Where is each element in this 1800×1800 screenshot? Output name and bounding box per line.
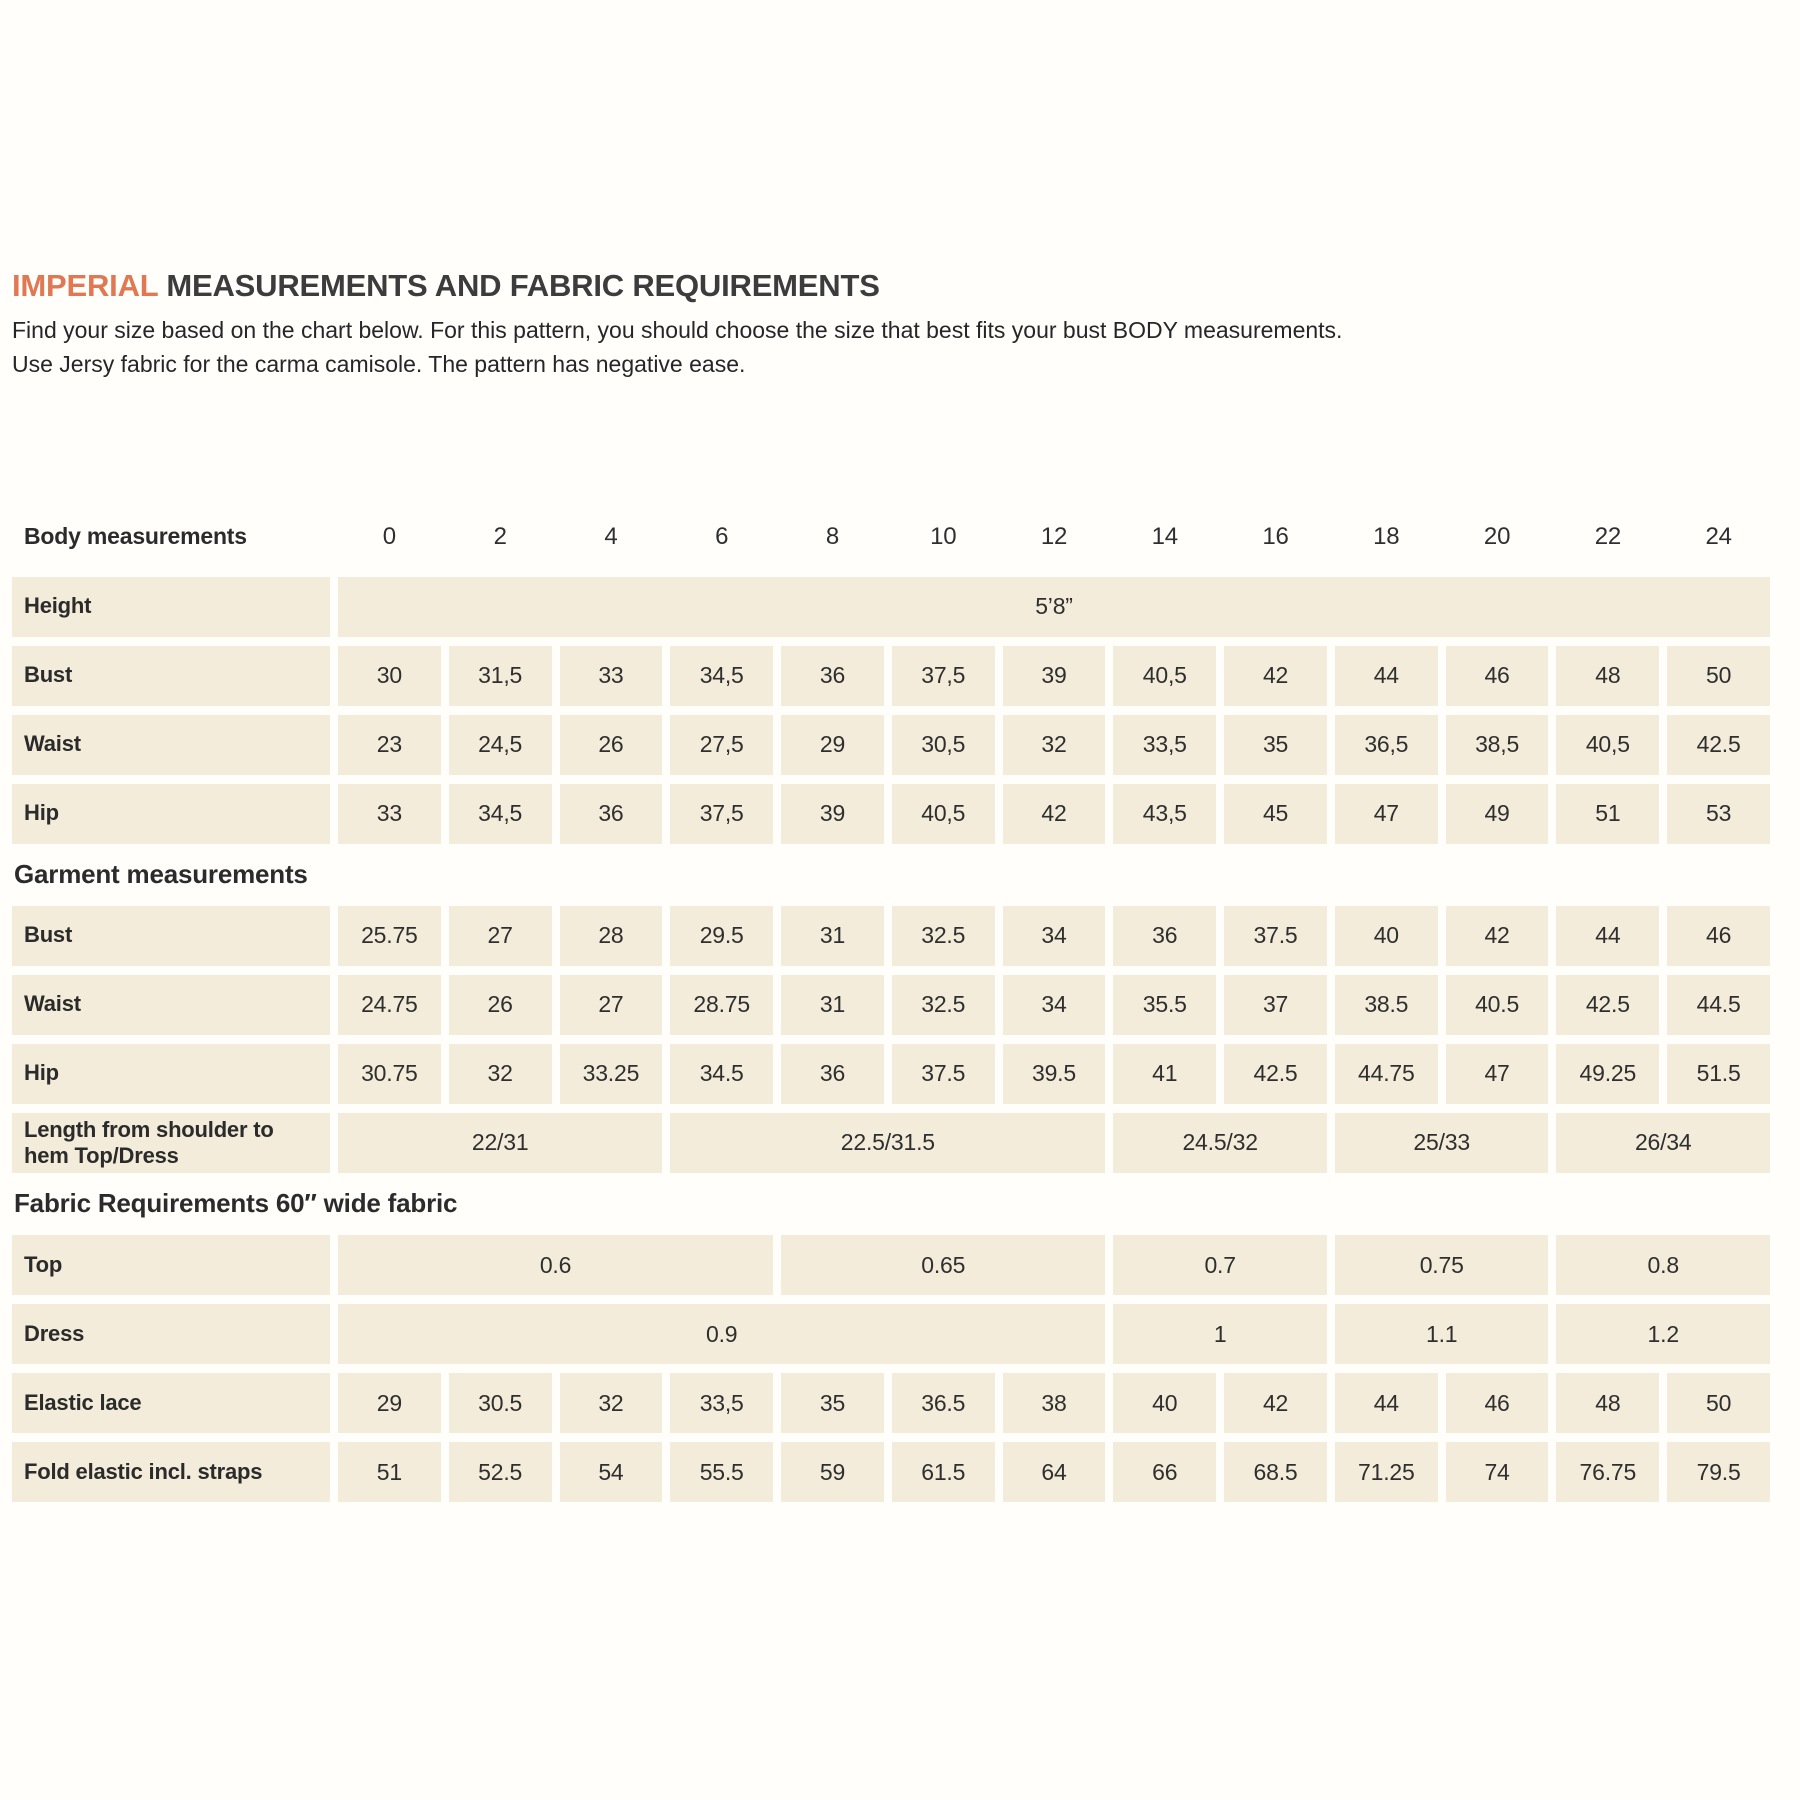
size-table [12, 509, 1770, 1503]
value-cell: 36.5 [892, 1373, 995, 1433]
table-row [12, 646, 1770, 706]
value-cell: 40,5 [892, 784, 995, 844]
value-cell: 36,5 [1335, 715, 1438, 775]
value-cell: 42 [1003, 784, 1106, 844]
value-cell: 33 [560, 646, 663, 706]
value-cell: 1 [1113, 1304, 1327, 1364]
table-row [12, 509, 1770, 565]
value-cell: 40,5 [1556, 715, 1659, 775]
value-cell: 26 [560, 715, 663, 775]
section-header-row [12, 853, 1770, 894]
value-cell: 37,5 [670, 784, 773, 844]
value-cell: 49 [1446, 784, 1549, 844]
value-cell: 38,5 [1446, 715, 1549, 775]
value-cell: 32.5 [892, 906, 995, 966]
value-cell: 0.9 [338, 1304, 1105, 1364]
value-cell: 39 [1003, 646, 1106, 706]
value-cell: 24.5/32 [1113, 1113, 1327, 1174]
value-cell: 1.2 [1556, 1304, 1770, 1364]
size-column-header: 24 [1705, 522, 1732, 550]
value-cell: 35 [1224, 715, 1327, 775]
row-label: Hip [12, 1044, 330, 1104]
row-label: Waist [12, 975, 330, 1035]
table-row [12, 1373, 1770, 1433]
table-row [12, 1113, 1770, 1174]
value-cell: 29 [781, 715, 884, 775]
value-cell: 27 [449, 906, 552, 966]
section-title: Fabric Requirements 60″ wide fabric [14, 1188, 458, 1219]
value-cell: 71.25 [1335, 1442, 1438, 1502]
value-cell: 55.5 [670, 1442, 773, 1502]
value-cell: 38.5 [1335, 975, 1438, 1035]
value-cell: 43,5 [1113, 784, 1216, 844]
value-cell: 54 [560, 1442, 663, 1502]
table-row [12, 1044, 1770, 1104]
value-cell: 47 [1335, 784, 1438, 844]
title-rest: MEASUREMENTS AND FABRIC REQUIREMENTS [166, 268, 880, 303]
value-cell: 30.5 [449, 1373, 552, 1433]
page-title [12, 270, 1770, 303]
value-cell: 49.25 [1556, 1044, 1659, 1104]
value-cell: 51 [338, 1442, 441, 1502]
value-cell: 31 [781, 975, 884, 1035]
size-column-header: 6 [715, 522, 729, 550]
value-cell: 37,5 [892, 646, 995, 706]
value-cell: 33,5 [1113, 715, 1216, 775]
value-cell: 45 [1224, 784, 1327, 844]
value-cell: 27,5 [670, 715, 773, 775]
size-column-header: 22 [1594, 522, 1621, 550]
size-column-header: 4 [604, 522, 618, 550]
value-cell: 1.1 [1335, 1304, 1549, 1364]
value-cell: 42.5 [1224, 1044, 1327, 1104]
table-row [12, 1235, 1770, 1295]
table-row [12, 577, 1770, 637]
value-cell: 64 [1003, 1442, 1106, 1502]
value-cell: 61.5 [892, 1442, 995, 1502]
row-label: Elastic lace [12, 1373, 330, 1433]
value-cell: 0.75 [1335, 1235, 1549, 1295]
size-column-header: 0 [382, 522, 396, 550]
value-cell: 44.75 [1335, 1044, 1438, 1104]
value-cell: 36 [781, 646, 884, 706]
value-cell: 22.5/31.5 [670, 1113, 1105, 1174]
value-cell: 42.5 [1556, 975, 1659, 1035]
value-cell: 23 [338, 715, 441, 775]
value-cell: 32.5 [892, 975, 995, 1035]
value-cell: 29.5 [670, 906, 773, 966]
intro-line-2: Use Jersy fabric for the carma camisole. The pattern has negative ease. [12, 350, 746, 377]
value-cell: 40 [1113, 1373, 1216, 1433]
row-label: Top [12, 1235, 330, 1295]
value-cell: 34.5 [670, 1044, 773, 1104]
value-cell: 48 [1556, 1373, 1659, 1433]
row-label: Fold elastic incl. straps [12, 1442, 330, 1502]
size-column-header: 14 [1151, 522, 1178, 550]
value-cell: 26/34 [1556, 1113, 1770, 1174]
table-row [12, 715, 1770, 775]
value-cell: 36 [1113, 906, 1216, 966]
size-column-header: 10 [930, 522, 957, 550]
section-header-row [12, 1182, 1770, 1223]
value-cell: 29 [338, 1373, 441, 1433]
value-cell: 46 [1446, 646, 1549, 706]
value-cell: 34,5 [670, 646, 773, 706]
value-cell: 32 [560, 1373, 663, 1433]
value-cell: 44.5 [1667, 975, 1770, 1035]
row-label: Body measurements [24, 522, 247, 549]
value-cell: 38 [1003, 1373, 1106, 1433]
value-cell: 42.5 [1667, 715, 1770, 775]
size-column-header: 2 [493, 522, 507, 550]
row-label: Waist [12, 715, 330, 775]
value-cell: 34 [1003, 975, 1106, 1035]
row-label: Dress [12, 1304, 330, 1364]
value-cell: 50 [1667, 1373, 1770, 1433]
value-cell: 33,5 [670, 1373, 773, 1433]
value-cell: 31 [781, 906, 884, 966]
size-column-header: 12 [1040, 522, 1068, 550]
value-cell: 59 [781, 1442, 884, 1502]
row-label: Bust [12, 906, 330, 966]
value-cell: 40 [1335, 906, 1438, 966]
value-cell: 36 [781, 1044, 884, 1104]
row-label: Hip [12, 784, 330, 844]
section-title: Garment measurements [14, 858, 308, 889]
value-cell: 28.75 [670, 975, 773, 1035]
value-cell: 28 [560, 906, 663, 966]
value-cell: 44 [1556, 906, 1659, 966]
value-cell: 42 [1446, 906, 1549, 966]
value-cell: 0.8 [1556, 1235, 1770, 1295]
value-cell: 30.75 [338, 1044, 441, 1104]
value-cell: 37 [1224, 975, 1327, 1035]
value-cell: 0.6 [338, 1235, 773, 1295]
value-cell: 40,5 [1113, 646, 1216, 706]
value-cell: 26 [449, 975, 552, 1035]
value-cell: 66 [1113, 1442, 1216, 1502]
value-cell: 51.5 [1667, 1044, 1770, 1104]
table-row [12, 975, 1770, 1035]
value-cell: 0.7 [1113, 1235, 1327, 1295]
value-cell: 24,5 [449, 715, 552, 775]
value-cell: 30,5 [892, 715, 995, 775]
value-cell: 37.5 [892, 1044, 995, 1104]
value-cell: 27 [560, 975, 663, 1035]
value-cell: 37.5 [1224, 906, 1327, 966]
value-cell: 79.5 [1667, 1442, 1770, 1502]
value-cell: 41 [1113, 1044, 1216, 1104]
value-cell: 74 [1446, 1442, 1549, 1502]
value-cell: 46 [1667, 906, 1770, 966]
value-cell: 33 [338, 784, 441, 844]
value-cell: 34 [1003, 906, 1106, 966]
value-cell: 24.75 [338, 975, 441, 1035]
row-label: Bust [12, 646, 330, 706]
size-column-header: 16 [1262, 522, 1289, 550]
table-row [12, 1442, 1770, 1502]
table-row [12, 1304, 1770, 1364]
value-cell: 35 [781, 1373, 884, 1433]
value-cell: 5’8” [338, 577, 1770, 637]
value-cell: 46 [1446, 1373, 1549, 1433]
value-cell: 25/33 [1335, 1113, 1549, 1174]
value-cell: 35.5 [1113, 975, 1216, 1035]
value-cell: 32 [1003, 715, 1106, 775]
value-cell: 40.5 [1446, 975, 1549, 1035]
intro-text [12, 313, 1770, 381]
value-cell: 22/31 [338, 1113, 662, 1174]
value-cell: 33.25 [560, 1044, 663, 1104]
table-row [12, 906, 1770, 966]
value-cell: 39 [781, 784, 884, 844]
size-column-header: 20 [1483, 522, 1511, 550]
value-cell: 36 [560, 784, 663, 844]
value-cell: 44 [1335, 646, 1438, 706]
table-row [12, 784, 1770, 844]
size-column-header: 18 [1373, 522, 1400, 550]
value-cell: 50 [1667, 646, 1770, 706]
title-highlight: IMPERIAL [12, 268, 158, 303]
intro-line-1: Find your size based on the chart below. For this pattern, you should choose the size that best fits your bust BODY measurements. [12, 316, 1343, 343]
value-cell: 32 [449, 1044, 552, 1104]
value-cell: 52.5 [449, 1442, 552, 1502]
value-cell: 51 [1556, 784, 1659, 844]
row-label: Height [12, 577, 330, 637]
value-cell: 31,5 [449, 646, 552, 706]
value-cell: 30 [338, 646, 441, 706]
value-cell: 42 [1224, 646, 1327, 706]
row-label: Length from shoulder to hem Top/Dress [12, 1113, 330, 1174]
value-cell: 42 [1224, 1373, 1327, 1433]
size-column-header: 8 [825, 522, 840, 550]
value-cell: 0.65 [781, 1235, 1105, 1295]
value-cell: 39.5 [1003, 1044, 1106, 1104]
value-cell: 53 [1667, 784, 1770, 844]
value-cell: 48 [1556, 646, 1659, 706]
value-cell: 44 [1335, 1373, 1438, 1433]
value-cell: 47 [1446, 1044, 1549, 1104]
value-cell: 25.75 [338, 906, 441, 966]
value-cell: 34,5 [449, 784, 552, 844]
value-cell: 68.5 [1224, 1442, 1327, 1502]
value-cell: 76.75 [1556, 1442, 1659, 1502]
